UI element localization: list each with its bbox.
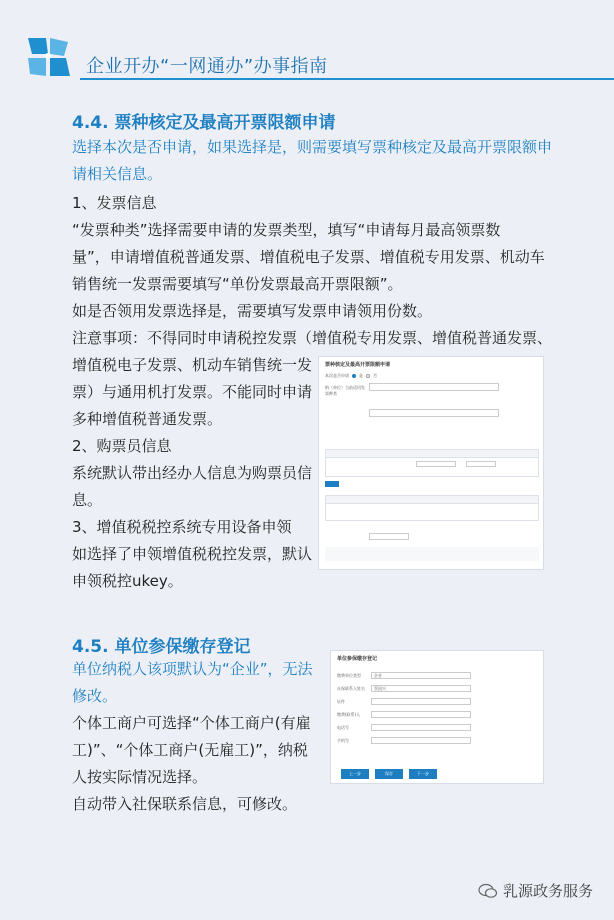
body-line: 个体工商户可选择“个体工商户(有雇 — [72, 714, 311, 732]
apply-label: 本次是否申请 — [325, 373, 349, 378]
form-row — [337, 734, 537, 747]
radio-yes-label: 是 — [359, 373, 363, 378]
page-header — [0, 0, 614, 90]
form-row — [337, 695, 537, 708]
body-line: 人按实际情况选择。 — [72, 768, 208, 786]
field-input[interactable] — [371, 698, 471, 705]
form-fields — [337, 669, 537, 747]
form-row — [337, 708, 537, 721]
field-label: 电话号 — [337, 724, 349, 730]
body-line: 销售统一发票需要填写“单份发票最高开票限额”。 — [72, 275, 403, 293]
body-line: 系统默认带出经办人信息为购票员信 — [72, 464, 313, 482]
field-label: 手机号 — [337, 737, 349, 743]
field-input[interactable]: 企业 — [371, 672, 471, 679]
intro-line: 选择本次是否申请，如果选择是，则需要填写票种核定及最高开票限额申 — [72, 138, 553, 156]
body-line: 息。 — [72, 491, 103, 509]
body-line: 如是否领用发票选择是，需要填写发票申请领用份数。 — [72, 302, 433, 320]
field-label: 社保联系人姓名 — [337, 685, 365, 691]
section1-body — [72, 190, 552, 352]
buyer-table-header — [326, 496, 538, 504]
invoice-type-select[interactable] — [369, 383, 499, 391]
form-title: 票种核定及最高开票限额申请 — [325, 362, 391, 368]
radio-no-label: 否 — [373, 373, 377, 378]
field-input[interactable]: 蔡国兴 — [371, 685, 471, 692]
body-line: 量”，申请增值税普通发票、增值税电子发票、增值税专用发票、机动车 — [72, 248, 545, 266]
invoice-table — [325, 449, 539, 477]
section-title-4-5: 4.5. 单位参保缴存登记 — [72, 637, 251, 657]
intro-line: 请相关信息。 — [72, 165, 163, 183]
invoice-limit-input[interactable] — [369, 409, 499, 417]
invoice-type-label: 纳（单位）当前适用发票种类 — [325, 385, 365, 396]
notice-text-block — [325, 547, 539, 561]
radio-no[interactable] — [366, 374, 370, 378]
watermark-text: 乳源政务服务 — [503, 882, 594, 900]
body-line: “发票种类”选择需要申请的发票类型，填写“申请每月最高领票数 — [72, 221, 501, 239]
section1-intro — [72, 134, 552, 188]
body-line: 多种增值税普通发票。 — [72, 410, 223, 428]
intro-line: 修改。 — [72, 687, 118, 705]
header-title: 企业开办“一网通办”办事指南 — [86, 56, 328, 77]
section-title-4-4: 4.4. 票种核定及最高开票限额申请 — [72, 113, 336, 133]
pinwheel-logo-icon — [24, 36, 74, 78]
watermark — [478, 880, 593, 901]
buyer-table — [325, 495, 539, 521]
body-line: 增值税电子发票、机动车销售统一发 — [72, 356, 313, 374]
invoice-table-header — [326, 450, 538, 458]
section2-intro — [72, 656, 322, 710]
field-label: 证件 — [337, 698, 345, 704]
intro-line: 单位纳税人该项默认为“企业”，无法 — [72, 660, 313, 678]
body-line: 工)”、“个体工商户(无雇工)”，纳税 — [72, 741, 308, 759]
field-label: 缴费(联系)人 — [337, 711, 361, 717]
form-row — [337, 682, 537, 695]
body-line: 注意事项：不得同时申请税控发票（增值税专用发票、增值税普通发票、 — [72, 329, 553, 347]
body-line: 3、增值税税控系统专用设备申领 — [72, 518, 292, 536]
body-line: 2、购票员信息 — [72, 437, 172, 455]
body-line: 1、发票信息 — [72, 194, 157, 212]
table-cell-select[interactable] — [416, 461, 456, 467]
body-line: 如选择了申领增值税税控发票，默认 — [72, 545, 313, 563]
section2-body — [72, 710, 322, 818]
radio-yes[interactable] — [352, 374, 356, 378]
field-label: 缴费单位类型 — [337, 672, 361, 678]
form-title: 单位参保缴存登记 — [337, 656, 378, 662]
save-button[interactable]: 保存 — [375, 769, 403, 779]
body-line: 票）与通用机打发票。不能同时申请 — [72, 383, 313, 401]
section1-body-narrow — [72, 352, 322, 595]
device-select[interactable] — [369, 533, 409, 540]
table-cell-select[interactable] — [466, 461, 496, 467]
body-line: 申领税控ukey。 — [72, 572, 183, 590]
form-row — [337, 669, 537, 682]
header-divider — [80, 78, 614, 80]
next-step-button[interactable]: 下一步 — [409, 769, 437, 779]
apply-row — [325, 373, 377, 379]
field-input[interactable] — [371, 724, 471, 731]
wechat-icon — [478, 883, 498, 899]
social-insurance-form-screenshot — [330, 650, 544, 784]
field-input[interactable] — [371, 711, 471, 718]
prev-step-button[interactable]: 上一步 — [341, 769, 369, 779]
body-line: 自动带入社保联系信息，可修改。 — [72, 795, 298, 813]
add-row-button[interactable] — [325, 481, 339, 487]
form-row — [337, 721, 537, 734]
invoice-form-screenshot — [318, 356, 544, 570]
field-input[interactable] — [371, 737, 471, 744]
